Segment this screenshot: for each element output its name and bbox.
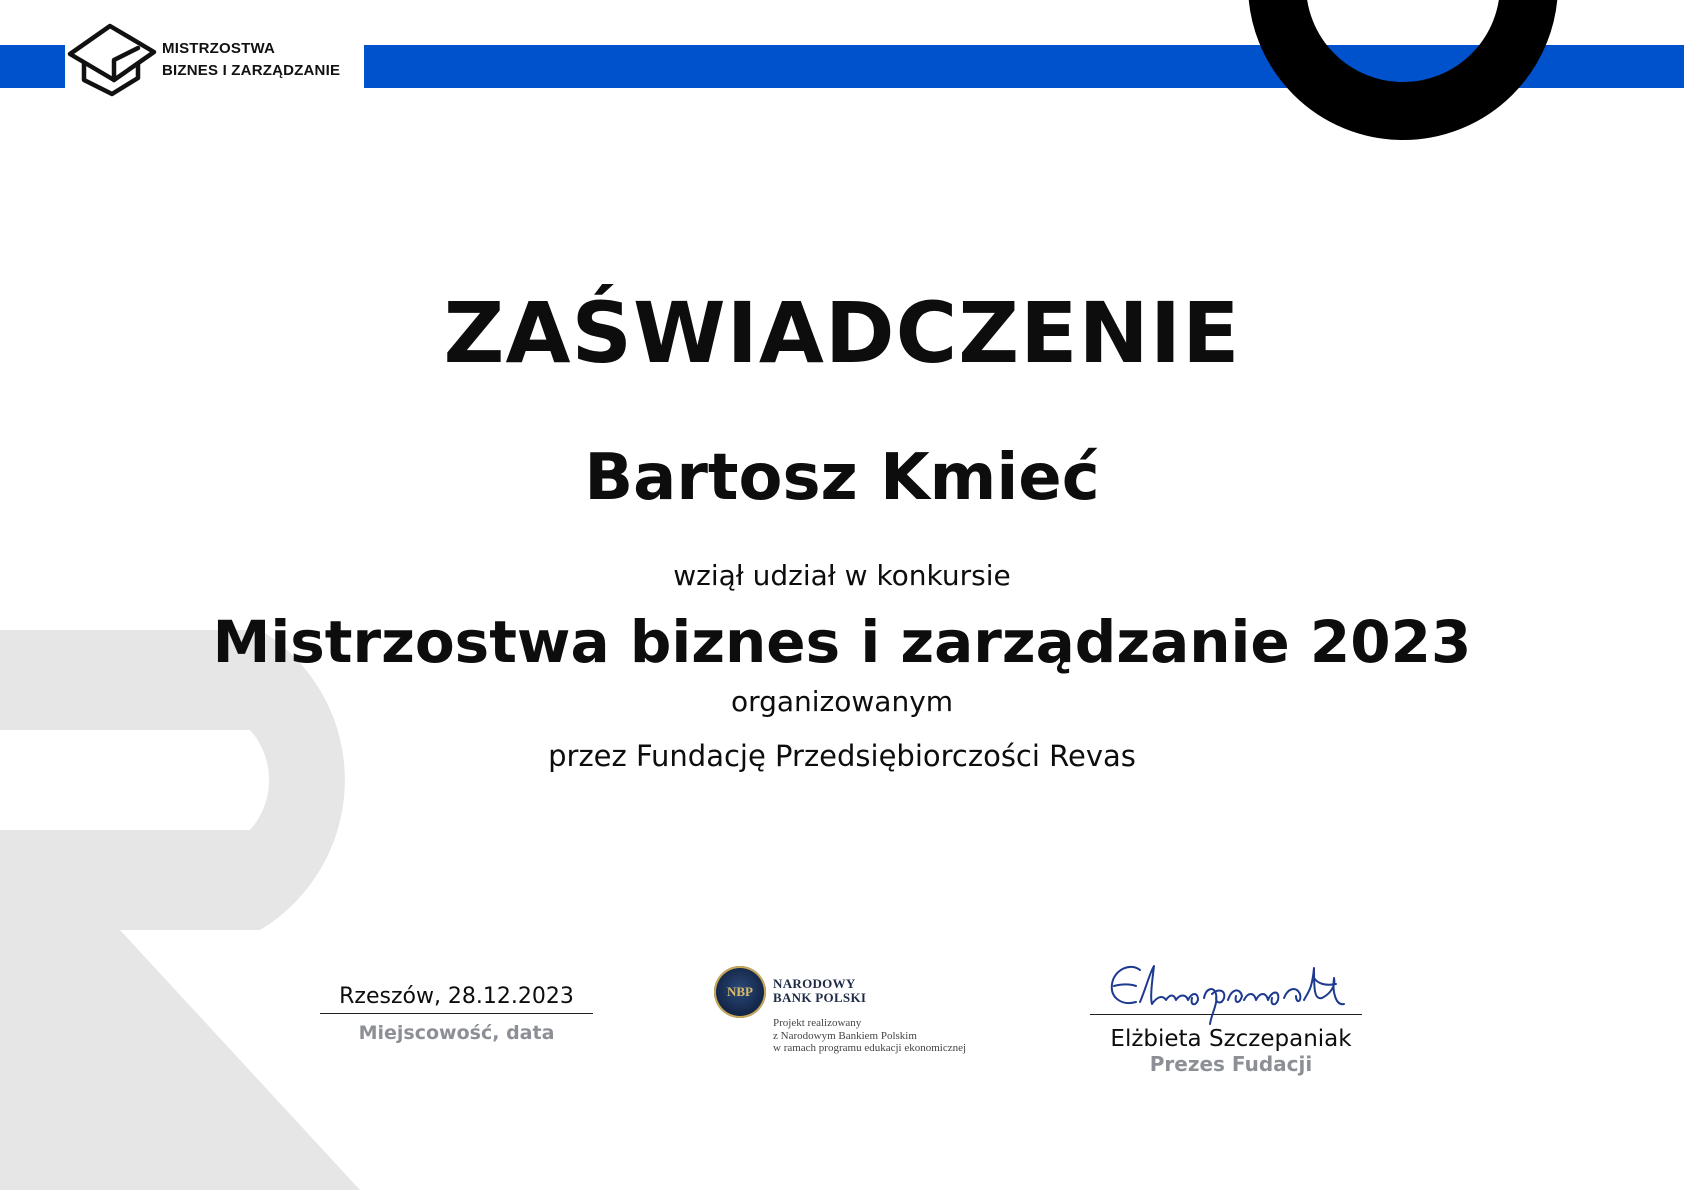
nbp-desc-line-3: w ramach programu edukacji ekonomicznej xyxy=(773,1042,967,1054)
logo-text xyxy=(162,38,340,82)
recipient-name: Bartosz Kmieć xyxy=(584,441,1100,515)
participation-text: wziął udział w konkursie xyxy=(673,559,1011,592)
nbp-name-line-1: NARODOWY xyxy=(773,976,856,991)
nbp-emblem-text: NBP xyxy=(727,984,753,999)
organized-text: organizowanym xyxy=(730,685,954,718)
signatory-role: Prezes Fudacji xyxy=(1149,1052,1313,1076)
nbp-desc-line-2: z Narodowym Bankiem Polskim xyxy=(773,1029,917,1042)
certificate-title: ZAŚWIADCZENIE xyxy=(443,284,1241,382)
top-band-left xyxy=(0,45,65,88)
contest-logo xyxy=(64,22,364,98)
contest-name: Mistrzostwa biznes i zarządzanie 2023 xyxy=(212,608,1472,676)
logo-line-2: BIZNES I ZARZĄDZANIE xyxy=(162,62,341,79)
nbp-emblem-icon xyxy=(714,966,766,1018)
nbp-desc-line-1: Projekt realizowany xyxy=(773,1017,862,1029)
signatory-name: Elżbieta Szczepaniak xyxy=(1110,1026,1352,1052)
place-date-value: Rzeszów, 28.12.2023 xyxy=(339,984,574,1009)
nbp-name xyxy=(773,977,866,1005)
nbp-description xyxy=(773,1017,966,1055)
nbp-name-line-2: BANK POLSKI xyxy=(773,990,867,1005)
graduation-cap-icon xyxy=(66,22,158,98)
ring-decoration xyxy=(1248,0,1558,140)
logo-line-1: MISTRZOSTWA xyxy=(162,40,276,57)
place-date-caption: Miejscowość, data xyxy=(358,1022,555,1044)
place-date-line xyxy=(320,1013,593,1014)
organizer-text: przez Fundację Przedsiębiorczości Revas xyxy=(548,739,1136,773)
